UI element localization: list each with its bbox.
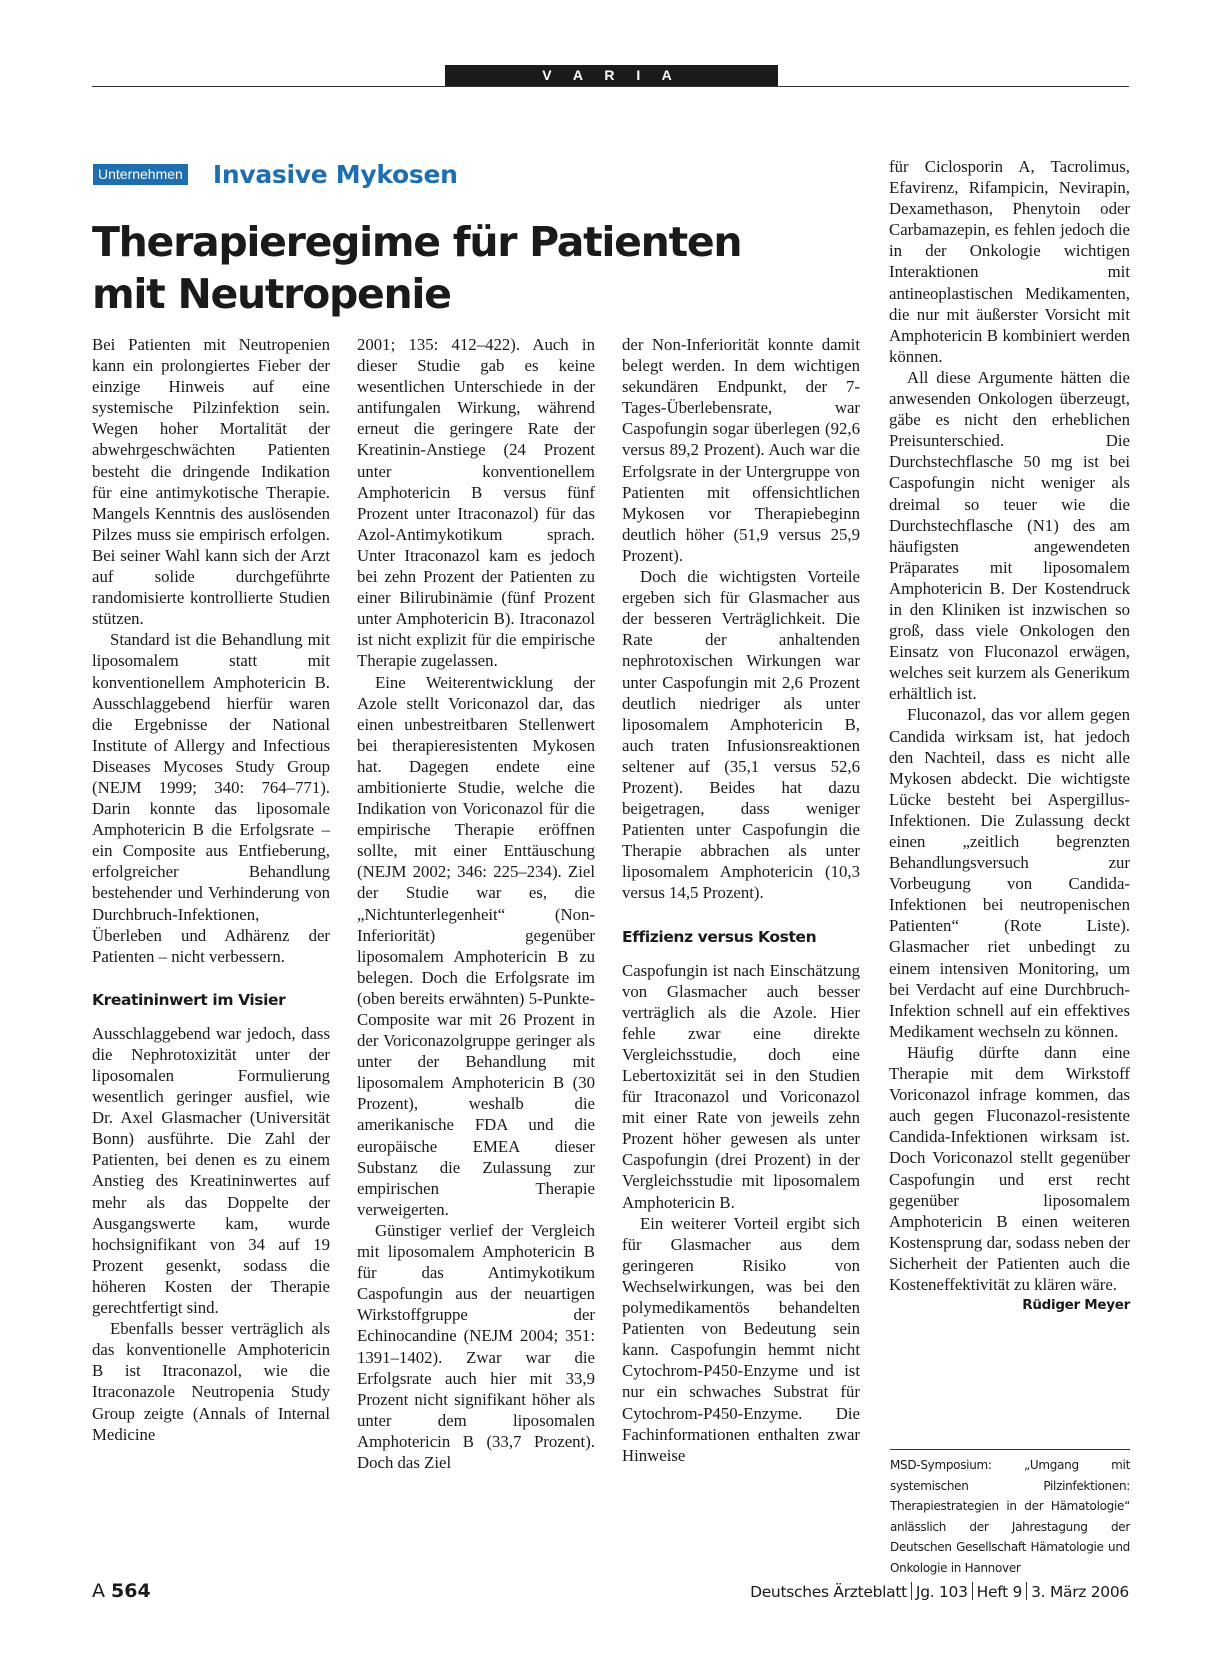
column-4	[889, 156, 1130, 1316]
page-number	[92, 1580, 151, 1602]
section-label: V A R I A	[445, 65, 778, 86]
footnote-rule	[890, 1449, 1130, 1450]
paragraph: Ausschlaggebend war jedoch, dass die Nephrotoxizität unter der liposomalen Formulierung wesentlich geringer ausfiel, wie Dr. Axel Glasmacher (Universität Bonn) ausführte. Die Zahl der Patienten, bei denen es zu einem Anstieg des Kreatininwertes auf mehr als das Doppelte der Ausgangswerte kam, wurde hochsignifikant von 34 auf 19 Prozent gesenkt, sodass die höheren Kosten der Therapie gerechtfertigt sind.	[92, 1023, 330, 1318]
paragraph: der Non-Inferiorität konnte damit belegt werden. In dem wichtigen sekundären Endpunkt, der 7-Tages-Überlebensrate, war Caspofungin sogar überlegen (92,6 versus 89,2 Prozent). Auch war die Erfolgsrate in der Untergruppe von Patienten mit offensichtlichen Mykosen vor Therapiebeginn deutlich höher (51,9 versus 25,9 Prozent).	[622, 335, 860, 565]
journal-date: 3. März 2006	[1031, 1583, 1129, 1601]
subheading-kreatininwert: Kreatininwert im Visier	[92, 990, 286, 1009]
separator	[1026, 1582, 1027, 1600]
category-badge: Unternehmen	[93, 164, 188, 185]
footnote: MSD-Symposium: „Umgang mit systemischen Pilzinfektionen: Therapiestrategien in der Hämatologie“ anlässlich der Jahrestagung der Deutschen Gesellschaft Hämatologie und Onkologie in Hannover	[890, 1458, 1130, 1575]
kicker-title: Invasive Mykosen	[212, 160, 458, 189]
column-2	[357, 334, 595, 1473]
headline	[92, 216, 792, 320]
paragraph: Standard ist die Behandlung mit liposomalem statt mit konventionellem Amphotericin B. Ausschlaggebend hierfür waren die Ergebnisse der National Institute of Allergy and Infectious Diseases Mycoses Study Group (NEJM 1999; 340: 764–771). Darin konnte das liposomale Amphotericin B die Erfolgsrate – ein Composite aus Entfieberung, erfolgreicher Behandlung bestehender und Verhinderung von Durchbruch-Infektionen, Überleben und Adhärenz der Patienten – nicht verbessern.	[92, 630, 330, 966]
paragraph: Ein weiterer Vorteil ergibt sich für Glasmacher aus dem geringeren Risiko von Wechselwirkungen, was bei den polymedikamentös behandelten Patienten von Bedeutung sein kann. Caspofungin hemmt nicht Cytochrom-P450-Enzyme und ist nur ein schwaches Substrat für Cytochrom-P450-Enzyme. Die Fachinformationen enthalten zwar Hinweise	[622, 1213, 860, 1465]
paragraph: für Ciclosporin A, Tacrolimus, Efavirenz, Rifampicin, Nevirapin, Dexamethason, Phenytoin oder Carbamazepin, es fehlen jedoch die in der Onkologie wichtigen Interaktionen mit antineoplastischen Medikamenten, die nur mit äußerster Vorsicht mit Amphotericin B kombiniert werden können.	[889, 157, 1130, 366]
journal-info	[750, 1582, 1129, 1601]
journal-volume: Jg. 103	[915, 1583, 968, 1601]
journal-issue: Heft 9	[976, 1583, 1023, 1601]
paragraph: 2001; 135: 412–422). Auch in dieser Studie gab es keine wesentlichen Unterschiede in der antifungalen Wirkung, während erneut die geringere Rate der Kreatinin-Anstiege (24 Prozent unter konventionellem Amphotericin B versus fünf Prozent unter Itraconazol) für das Azol-Antimykotikum sprach. Unter Itraconazol kam es jedoch bei zehn Prozent der Patienten zu einer Bilirubinämie (fünf Prozent unter Amphotericin B). Itraconazol ist nicht explizit für die empirische Therapie zugelassen.	[357, 335, 595, 671]
paragraph: Eine Weiterentwicklung der Azole stellt Voriconazol dar, das einen unbestreitbaren Stellenwert bei therapieresistenten Mykosen hat. Dagegen endete eine ambitionierte Studie, welche die Indikation von Voriconazol für die empirische Therapie eröffnen sollte, mit einer Enttäuschung (NEJM 2002; 346: 225–234). Ziel der Studie war es, die „Nichtunterlegenheit“ (Non-Inferiorität) gegenüber liposomalem Amphotericin B zu belegen. Doch die Erfolgsrate im (oben bereits erwähnten) 5-Punkte-Composite war mit 26 Prozent in der Voriconazolgruppe geringer als unter der Behandlung mit liposomalem Amphotericin B (30 Prozent), weshalb die amerikanische FDA und die europäische EMEA dieser Substanz die Zulassung zur empirischen Therapie verweigerten.	[357, 672, 595, 1219]
separator	[972, 1582, 973, 1600]
paragraph-text: Häufig dürfte dann eine Therapie mit dem Wirkstoff Voriconazol infrage kommen, das auch gegen Fluconazol-resistente Candida-Infektionen wirksam ist. Doch Voriconazol stellt gegenüber Caspofungin und erst recht gegenüber liposomalem Amphotericin B einen weiteren Kostensprung dar, sodass neben der Sicherheit der Patienten auch die Kosteneffektivität zu klären wäre.	[889, 1042, 1130, 1294]
header-rule	[92, 86, 1129, 87]
paragraph: Ebenfalls besser verträglich als das konventionelle Amphotericin B ist Itraconazol, wie die Itraconazole Neutropenia Study Group zeigte (Annals of Internal Medicine	[92, 1319, 330, 1444]
paragraph: Fluconazol, das vor allem gegen Candida wirksam ist, hat jedoch den Nachteil, dass es nicht alle Mykosen abdeckt. Die wichtigste Lücke besteht bei Aspergillus-Infektionen. Die Zulassung deckt einen „zeitlich begrenzten Behandlungsversuch zur Vorbeugung von Candida-Infektionen bei neutropenischen Patienten“ (Rote Liste). Glasmacher riet unbedingt zu einem intensiven Monitoring, um bei Verdacht auf eine Durchbruch-Infektion schnell auf ein effektives Medikament wechseln zu können.	[889, 705, 1130, 1041]
paragraph: Doch die wichtigsten Vorteile ergeben sich für Glasmacher aus der besseren Verträglichkeit. Die Rate der anhaltenden nephrotoxischen Wirkungen war unter Caspofungin mit 2,6 Prozent deutlich niedriger als unter liposomalem Amphotericin B, auch traten Infusionsreaktionen seltener auf (35,1 versus 52,6 Prozent). Beides hat dazu beigetragen, dass weniger Patienten unter Caspofungin die Therapie abbrachen als unter liposomalem Amphotericin (10,3 versus 14,5 Prozent).	[622, 567, 860, 903]
page-number-value: 564	[111, 1580, 151, 1602]
headline-line-2: mit Neutropenie	[92, 270, 451, 318]
page-footer	[92, 1580, 1129, 1610]
subheading-effizienz: Effizienz versus Kosten	[622, 927, 817, 946]
headline-line-1: Therapieregime für Patienten	[92, 218, 742, 266]
column-3	[622, 334, 860, 1466]
page-prefix: A	[92, 1580, 105, 1602]
paragraph: Günstiger verlief der Vergleich mit liposomalem Amphotericin B für das Antimykotikum Caspofungin aus der neuartigen Wirkstoffgruppe der Echinocandine (NEJM 2004; 351: 1391–1402). Zwar war die Erfolgsrate auch hier mit 33,9 Prozent nicht signifikant höher als unter dem liposomalen Amphotericin B (33,7 Prozent). Doch das Ziel	[357, 1220, 595, 1472]
author: Rüdiger Meyer	[1022, 1297, 1130, 1314]
paragraph: Caspofungin ist nach Einschätzung von Glasmacher auch besser verträglich als die Azole. Hier fehle zwar eine direkte Vergleichsstudie, doch eine Lebertoxizität sei in den Studien für Itraconazol und Voriconazol mit einer Rate von jeweils zehn Prozent höher gewesen als unter Caspofungin (drei Prozent) in der Vergleichsstudie mit liposomalem Amphotericin B.	[622, 960, 860, 1212]
kicker-row	[93, 160, 458, 189]
column-1	[92, 334, 330, 1445]
paragraph: All diese Argumente hätten die anwesenden Onkologen überzeugt, gäbe es nicht den erheblichen Preisunterschied. Die Durchstechflasche 50 mg ist bei Caspofungin nicht weniger als dreimal so teuer wie die Durchstechflasche (N1) des am häufigsten angewendeten Präparates mit liposomalem Amphotericin B. Der Kostendruck in den Kliniken ist inzwischen so groß, dass viele Onkologen den Einsatz von Fluconazol erwägen, welches seit kurzem als Generikum erhältlich ist.	[889, 367, 1130, 704]
journal-name: Deutsches Ärzteblatt	[750, 1583, 907, 1601]
paragraph	[889, 1042, 1130, 1314]
separator	[911, 1582, 912, 1600]
paragraph: Bei Patienten mit Neutropenien kann ein prolongiertes Fieber der einzige Hinweis auf eine systemische Pilzinfektion sein. Wegen hoher Mortalität der abwehrgeschwächten Patienten besteht die dringende Indikation für eine antimykotische Therapie. Mangels Kenntnis des auslösenden Pilzes muss sie empirisch erfolgen. Bei seiner Wahl kann sich der Arzt auf solide durchgeführte randomisierte kontrollierte Studien stützen.	[92, 335, 330, 629]
